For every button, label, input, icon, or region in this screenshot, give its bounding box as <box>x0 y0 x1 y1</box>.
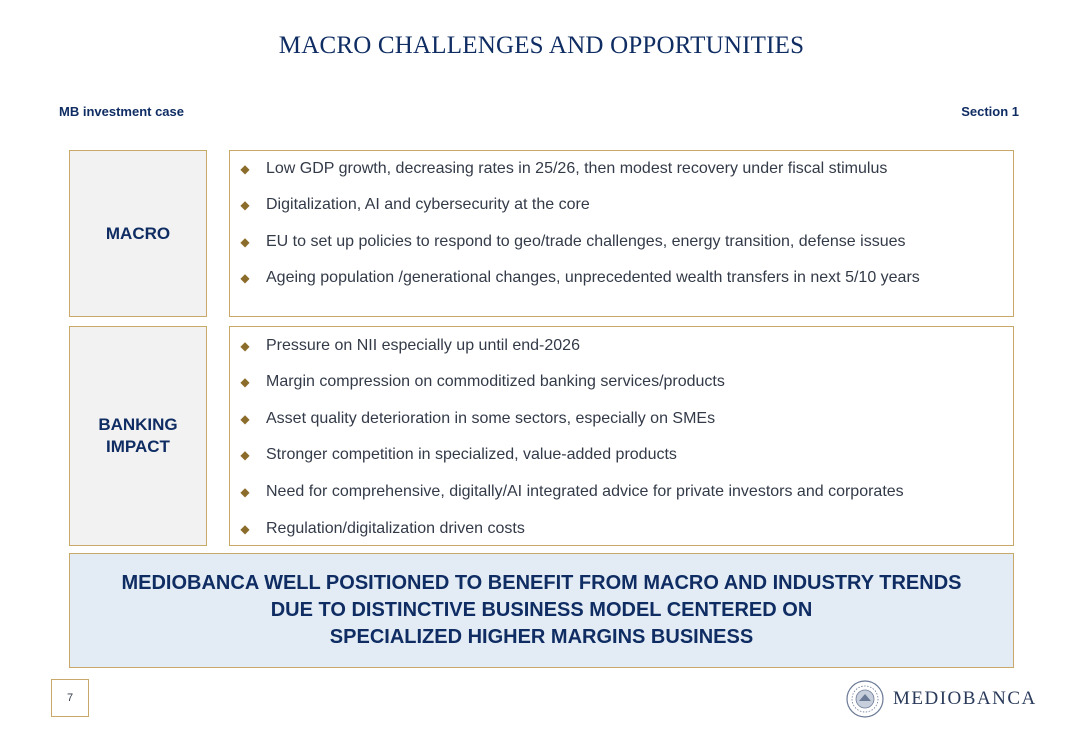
diamond-bullet-icon: ◆ <box>240 412 250 426</box>
banking-bullet: ◆ Margin compression on commoditized banking services/products <box>238 372 1005 392</box>
section-label: Section 1 <box>961 104 1019 119</box>
diamond-bullet-icon: ◆ <box>240 235 250 249</box>
conclusion-line3: SPECIALIZED HIGHER MARGINS BUSINESS <box>329 626 754 648</box>
banking-bullets-box <box>229 326 1014 546</box>
diamond-bullet-icon: ◆ <box>240 522 250 536</box>
macro-bullet: ◆ Ageing population /generational changes, unprecedented wealth transfers in next 5/10 years <box>238 268 1005 288</box>
conclusion-banner <box>69 553 1014 668</box>
diamond-bullet-icon: ◆ <box>240 375 250 389</box>
macro-bullet: ◆ EU to set up policies to respond to geo/trade challenges, energy transition, defense issues <box>238 232 1005 252</box>
brand-name: MEDIOBANCA <box>893 688 1037 709</box>
conclusion-line1: MEDIOBANCA WELL POSITIONED TO BENEFIT FROM MACRO AND INDUSTRY TRENDS <box>121 572 962 594</box>
mediobanca-logo <box>845 678 1037 720</box>
banking-bullet: ◆ Asset quality deterioration in some sectors, especially on SMEs <box>238 409 1005 429</box>
page-number: 7 <box>51 679 89 717</box>
banking-bullet: ◆ Stronger competition in specialized, value-added products <box>238 445 1005 465</box>
banking-impact-label-box <box>69 326 207 546</box>
macro-label-box <box>69 150 207 317</box>
diamond-bullet-icon: ◆ <box>240 339 250 353</box>
macro-bullet: ◆ Digitalization, AI and cybersecurity at the core <box>238 195 1005 215</box>
diamond-bullet-icon: ◆ <box>240 271 250 285</box>
banking-bullet: ◆ Regulation/digitalization driven costs <box>238 519 1005 539</box>
banking-label-line2: IMPACT <box>106 437 170 456</box>
conclusion-line2: DUE TO DISTINCTIVE BUSINESS MODEL CENTERED ON <box>270 599 813 621</box>
macro-bullet: ◆ Low GDP growth, decreasing rates in 25/26, then modest recovery under fiscal stimulus <box>238 159 1005 179</box>
banking-label-line1: BANKING <box>98 415 178 434</box>
banking-bullet: ◆ Need for comprehensive, digitally/AI integrated advice for private investors and corporates <box>238 482 1005 502</box>
macro-bullets-box <box>229 150 1014 317</box>
page-title: MACRO CHALLENGES AND OPPORTUNITIES <box>278 32 805 59</box>
macro-label: MACRO <box>105 223 171 243</box>
diamond-bullet-icon: ◆ <box>240 448 250 462</box>
diamond-bullet-icon: ◆ <box>240 198 250 212</box>
diamond-bullet-icon: ◆ <box>240 485 250 499</box>
mediobanca-seal-icon <box>845 679 885 719</box>
diamond-bullet-icon: ◆ <box>240 162 250 176</box>
investment-case-label: MB investment case <box>59 104 184 119</box>
banking-bullet: ◆ Pressure on NII especially up until end-2026 <box>238 336 1005 356</box>
